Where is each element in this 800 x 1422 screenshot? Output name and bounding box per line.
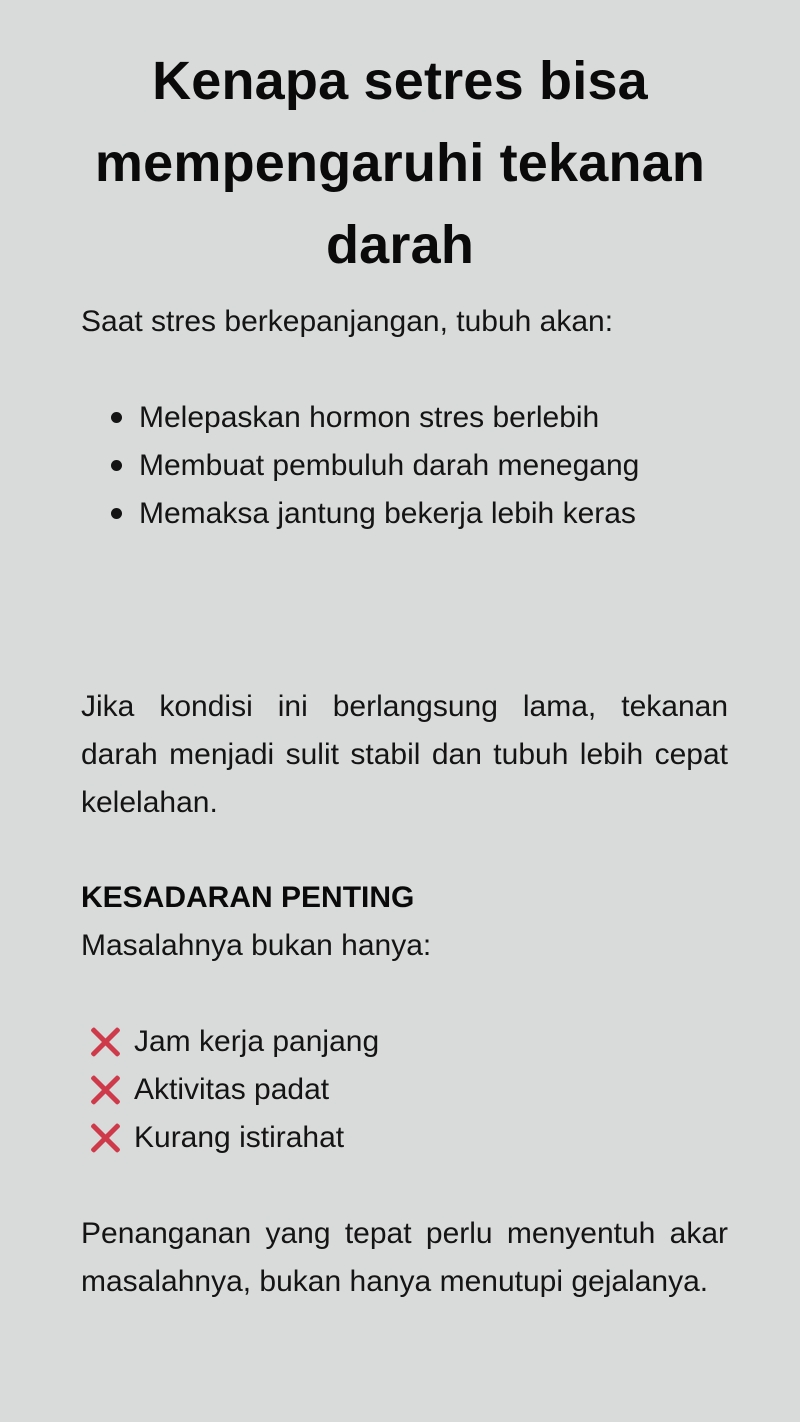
closing-paragraph: Penanganan yang tepat perlu menyentuh akar masalahnya, bukan hanya menutupi gejalanya. xyxy=(81,1217,728,1298)
cross-mark-icon xyxy=(88,1073,122,1107)
list-item xyxy=(81,394,728,442)
list-item-text: Memaksa jantung bekerja lebih keras xyxy=(139,497,636,530)
list-item xyxy=(81,442,728,490)
list-item xyxy=(88,1066,379,1114)
intro-text: Saat stres berkepanjangan, tubuh akan: xyxy=(81,305,614,338)
list-item xyxy=(88,1114,379,1162)
bullet-icon xyxy=(111,412,122,423)
consequence-paragraph: Jika kondisi ini berlangsung lama, tekanan darah menjadi sulit stabil dan tubuh lebih cepat kelelahan. xyxy=(81,690,728,819)
not-only-list xyxy=(88,1018,379,1162)
list-item-text: Jam kerja panjang xyxy=(134,1025,380,1058)
page-title: Kenapa setres bisa mempengaruhi tekanan darah xyxy=(94,51,706,275)
bullet-icon xyxy=(111,460,122,471)
list-item-text: Melepaskan hormon stres berlebih xyxy=(139,401,600,434)
cross-mark-icon xyxy=(88,1121,122,1155)
cross-mark-icon xyxy=(88,1025,122,1059)
list-item xyxy=(88,1018,379,1066)
list-item-text: Kurang istirahat xyxy=(134,1121,345,1154)
list-item-text: Aktivitas padat xyxy=(134,1073,330,1106)
list-item xyxy=(81,490,728,538)
bullet-icon xyxy=(111,508,122,519)
list-item-text: Membuat pembuluh darah menegang xyxy=(139,449,640,482)
section-subline: Masalahnya bukan hanya: xyxy=(81,929,432,962)
effects-list xyxy=(81,394,728,538)
section-heading: KESADARAN PENTING xyxy=(81,881,415,914)
